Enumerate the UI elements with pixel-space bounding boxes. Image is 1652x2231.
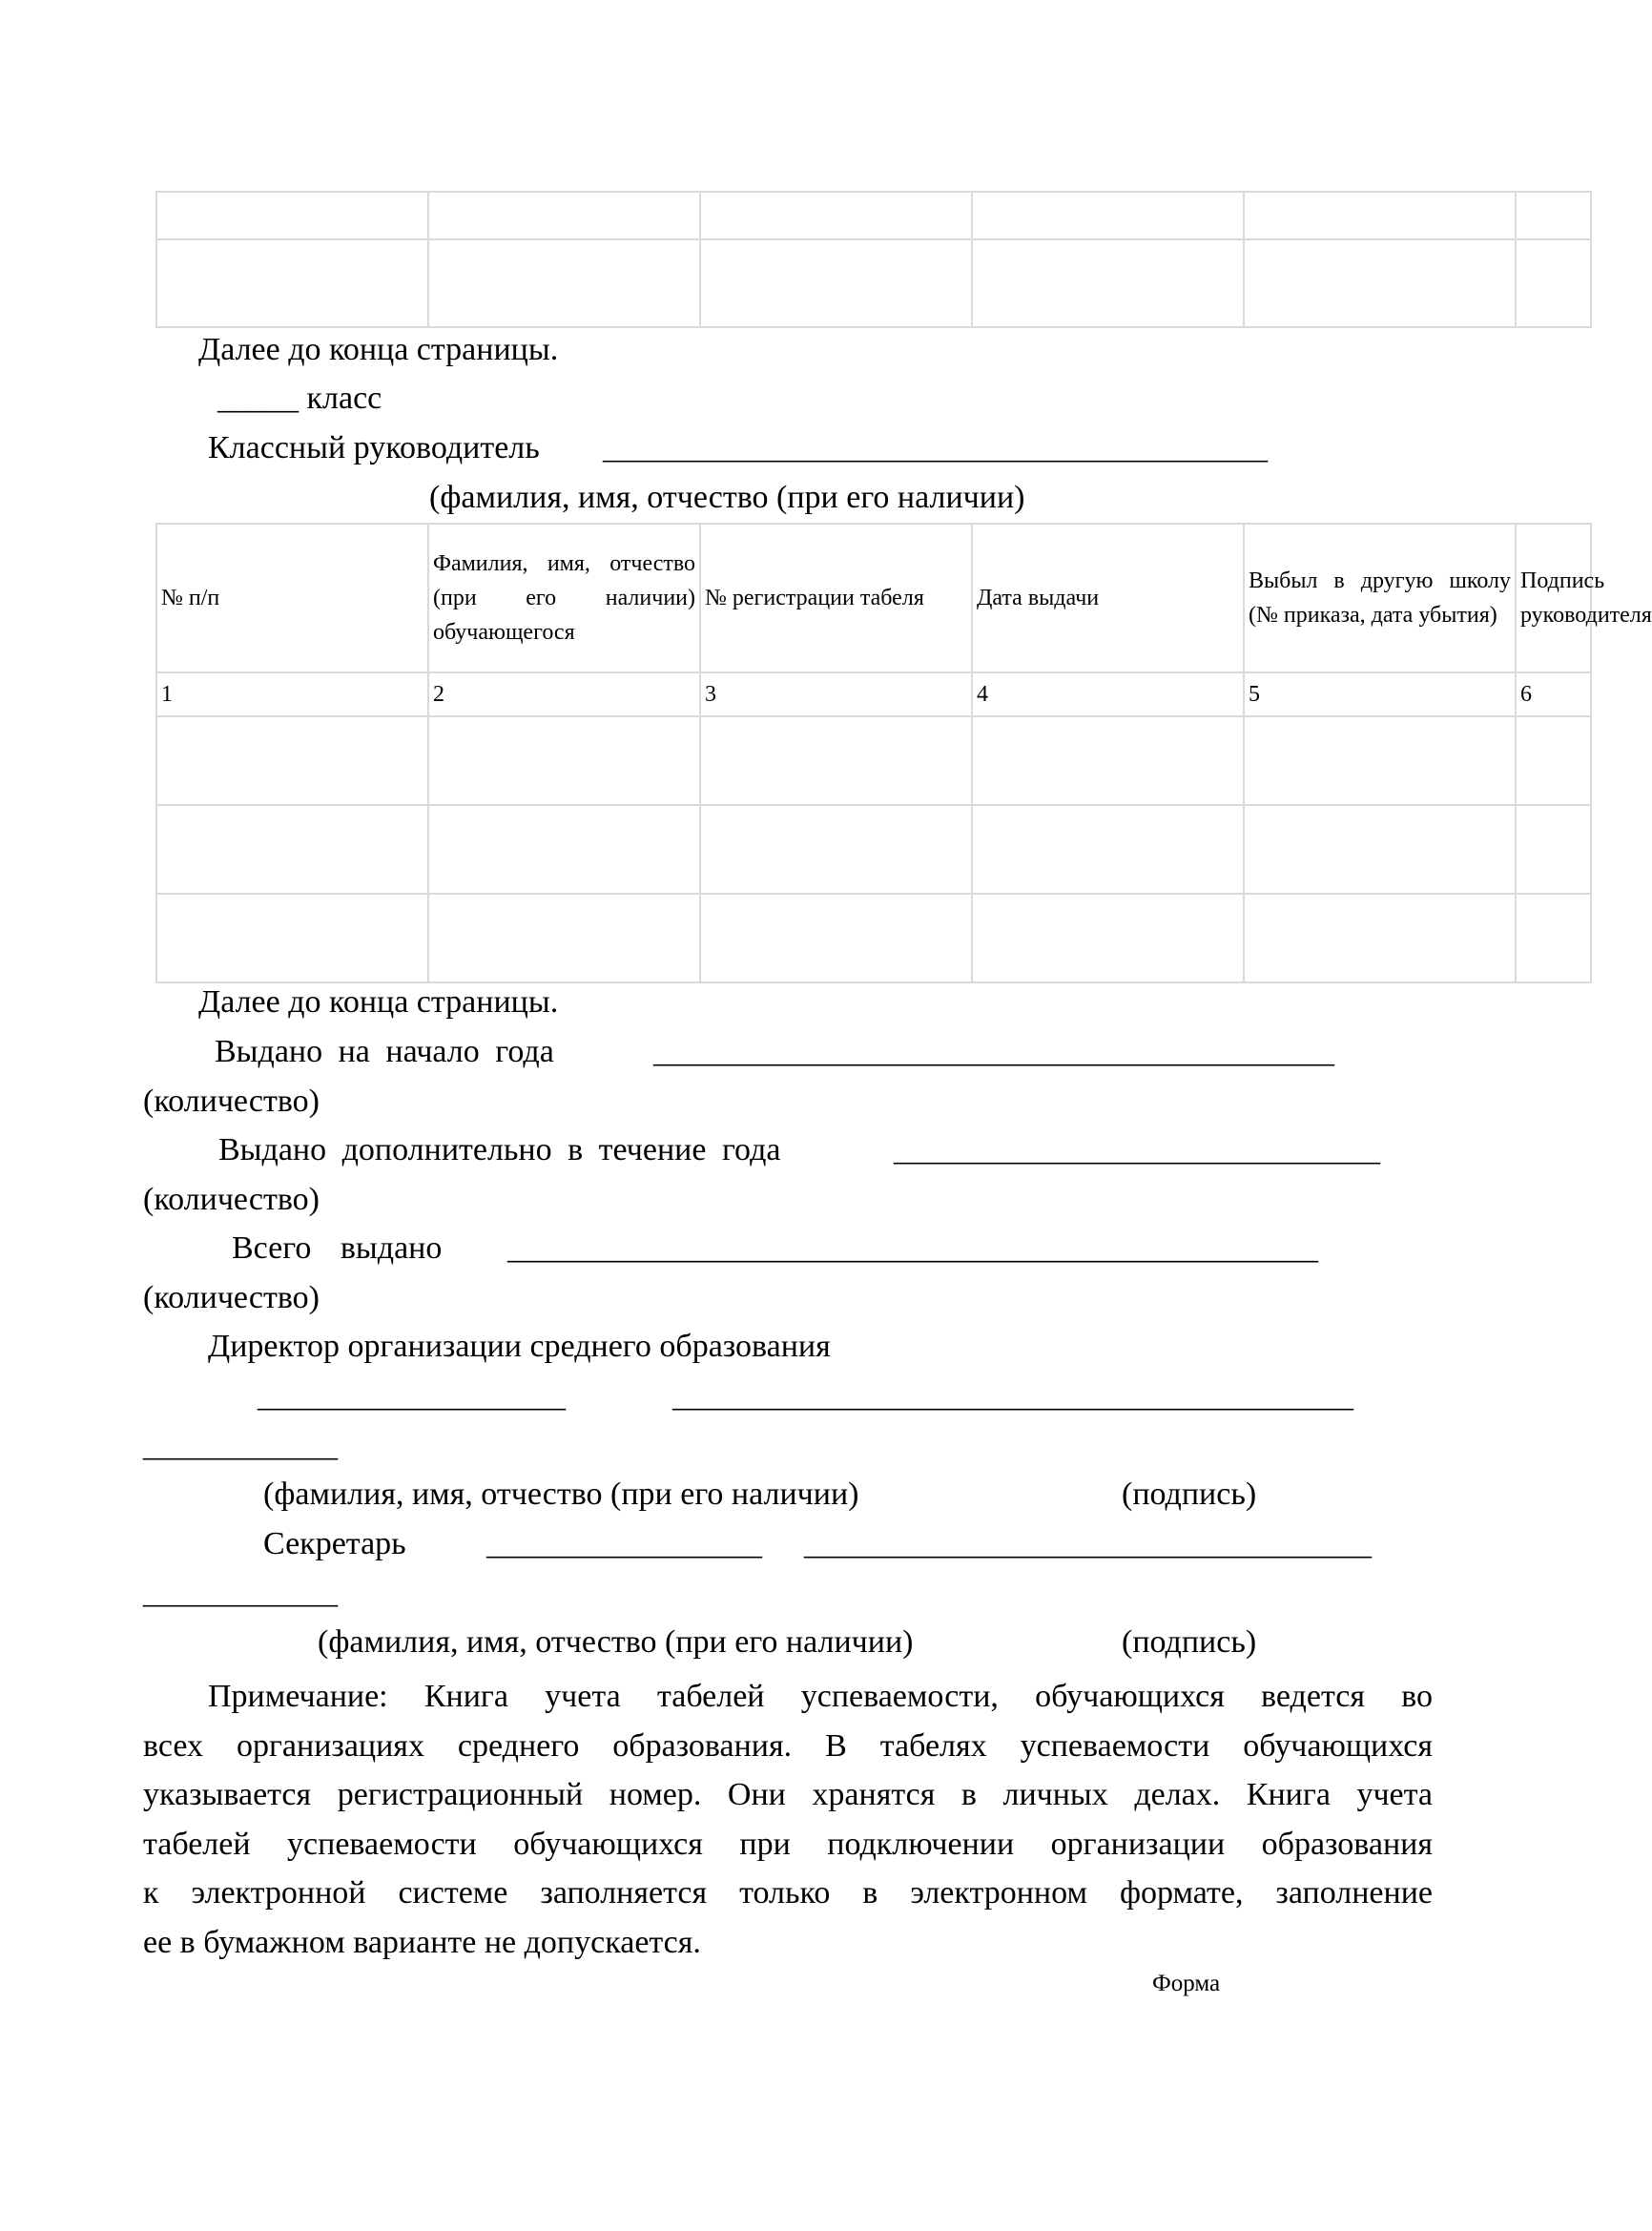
table-cell xyxy=(428,894,700,982)
issued-start-line: __________________________________________ xyxy=(653,1034,1334,1069)
director-caption-name: (фамилия, имя, отчество (при его наличии) xyxy=(263,1477,859,1512)
table-cell xyxy=(972,239,1244,327)
note-line: Примечание: Книга учета табелей успеваемости, обучающихся ведется во xyxy=(208,1679,1433,1714)
table-cell xyxy=(1244,805,1516,894)
table-cell xyxy=(700,192,972,239)
header-cell xyxy=(972,524,1244,672)
header-cell xyxy=(156,524,428,672)
secretary-label: Секретарь xyxy=(263,1526,406,1561)
column-number: 6 xyxy=(1520,682,1532,707)
continue-note: Далее до конца страницы. xyxy=(198,332,559,367)
issued-additional-label: Выдано дополнительно в течение года xyxy=(218,1132,781,1167)
note-line: указывается регистрационный номер. Они хранятся в личных делах. Книга учета xyxy=(143,1777,1433,1812)
table-number-row xyxy=(156,672,1591,716)
table-cell xyxy=(1244,716,1516,805)
issued-total-line: __________________________________________________ xyxy=(507,1230,1318,1266)
issued-total-label: Всего выдано xyxy=(232,1230,443,1266)
table-cell xyxy=(1244,239,1516,327)
number-cell xyxy=(700,672,972,716)
class-teacher-label: Классный руководитель xyxy=(208,430,540,465)
table-cell xyxy=(1516,716,1591,805)
director-line-name: ___________________ xyxy=(258,1378,566,1414)
header-cell xyxy=(428,524,700,672)
column-number: 1 xyxy=(161,682,173,707)
form-label: Форма xyxy=(1152,1971,1221,1996)
table-cell xyxy=(1244,894,1516,982)
table-cell xyxy=(1516,894,1591,982)
table-cell xyxy=(428,716,700,805)
table-cell xyxy=(428,805,700,894)
note-line: всех организациях среднего образования. В табелях успеваемости обучающихся xyxy=(143,1727,1433,1764)
table-cell xyxy=(700,239,972,327)
secretary-line-continued: ____________ xyxy=(143,1575,338,1610)
secretary-caption-sign: (подпись) xyxy=(1122,1624,1257,1660)
column-number: 2 xyxy=(433,682,444,707)
table-cell xyxy=(156,716,428,805)
continue-note: Далее до конца страницы. xyxy=(198,984,559,1020)
table-cell xyxy=(156,192,428,239)
table-cell xyxy=(700,894,972,982)
secretary-line-name: _________________ xyxy=(486,1526,762,1561)
number-cell xyxy=(972,672,1244,716)
note-line: табелей успеваемости обучающихся при подключении организации образования xyxy=(143,1826,1433,1862)
table-row xyxy=(156,716,1591,805)
header-student-name: Фамилия, имя, отчество (при его наличии) обучающегося xyxy=(433,551,695,645)
director-title: Директор организации среднего образования xyxy=(208,1329,831,1364)
issued-start-qty: (количество) xyxy=(143,1084,320,1119)
issued-additional-qty: (количество) xyxy=(143,1182,320,1217)
secretary-line-sign: ___________________________________ xyxy=(804,1526,1372,1561)
header-transferred: Выбыл в другую школу (№ приказа, дата убытия) xyxy=(1249,568,1511,628)
table-cell xyxy=(156,239,428,327)
table-cell xyxy=(972,192,1244,239)
table-cell xyxy=(972,716,1244,805)
note-paragraph xyxy=(143,1672,1433,1967)
note-line: к электронной системе заполняется только в электронном формате, заполнение xyxy=(143,1875,1433,1911)
column-number: 5 xyxy=(1249,682,1260,707)
table-cell xyxy=(1244,192,1516,239)
table-cell xyxy=(700,805,972,894)
header-number: № п/п xyxy=(161,586,220,610)
table-row xyxy=(156,192,1591,239)
table-cell xyxy=(428,239,700,327)
class-teacher-caption: (фамилия, имя, отчество (при его наличии) xyxy=(429,480,1025,515)
journal-table xyxy=(155,523,1652,983)
class-line: _____ класс xyxy=(217,381,382,416)
header-registration: № регистрации табеля xyxy=(705,586,924,610)
note-line: ее в бумажном варианте не допускается. xyxy=(143,1924,701,1960)
table-header-row xyxy=(156,524,1591,672)
issued-start-label: Выдано на начало года xyxy=(215,1034,554,1069)
secretary-caption-name: (фамилия, имя, отчество (при его наличии) xyxy=(318,1624,914,1660)
table-cell xyxy=(156,805,428,894)
header-issue-date: Дата выдачи xyxy=(977,586,1100,610)
class-teacher-line: _________________________________________ xyxy=(603,430,1268,465)
table-cell xyxy=(1516,805,1591,894)
header-cell xyxy=(700,524,972,672)
issued-total-qty: (количество) xyxy=(143,1280,320,1315)
director-line-sign: __________________________________________ xyxy=(672,1378,1353,1414)
table-cell xyxy=(1516,239,1591,327)
number-cell xyxy=(428,672,700,716)
column-number: 3 xyxy=(705,682,716,707)
number-cell xyxy=(1244,672,1516,716)
table-row xyxy=(156,805,1591,894)
table-cell xyxy=(156,894,428,982)
director-line-continued: ____________ xyxy=(143,1428,338,1463)
table-cell xyxy=(700,716,972,805)
top-table xyxy=(155,191,1592,328)
table-cell xyxy=(972,894,1244,982)
number-cell xyxy=(156,672,428,716)
number-cell xyxy=(1516,672,1591,716)
table-cell xyxy=(428,192,700,239)
header-cell xyxy=(1516,524,1652,672)
column-number: 4 xyxy=(977,682,988,707)
header-signature: Подпись руководителя xyxy=(1520,568,1652,628)
table-cell xyxy=(972,805,1244,894)
table-row xyxy=(156,894,1591,982)
table-cell xyxy=(1516,192,1591,239)
header-cell xyxy=(1244,524,1516,672)
issued-additional-line: ______________________________ xyxy=(894,1132,1380,1167)
director-caption-sign: (подпись) xyxy=(1122,1477,1257,1512)
table-row xyxy=(156,239,1591,327)
